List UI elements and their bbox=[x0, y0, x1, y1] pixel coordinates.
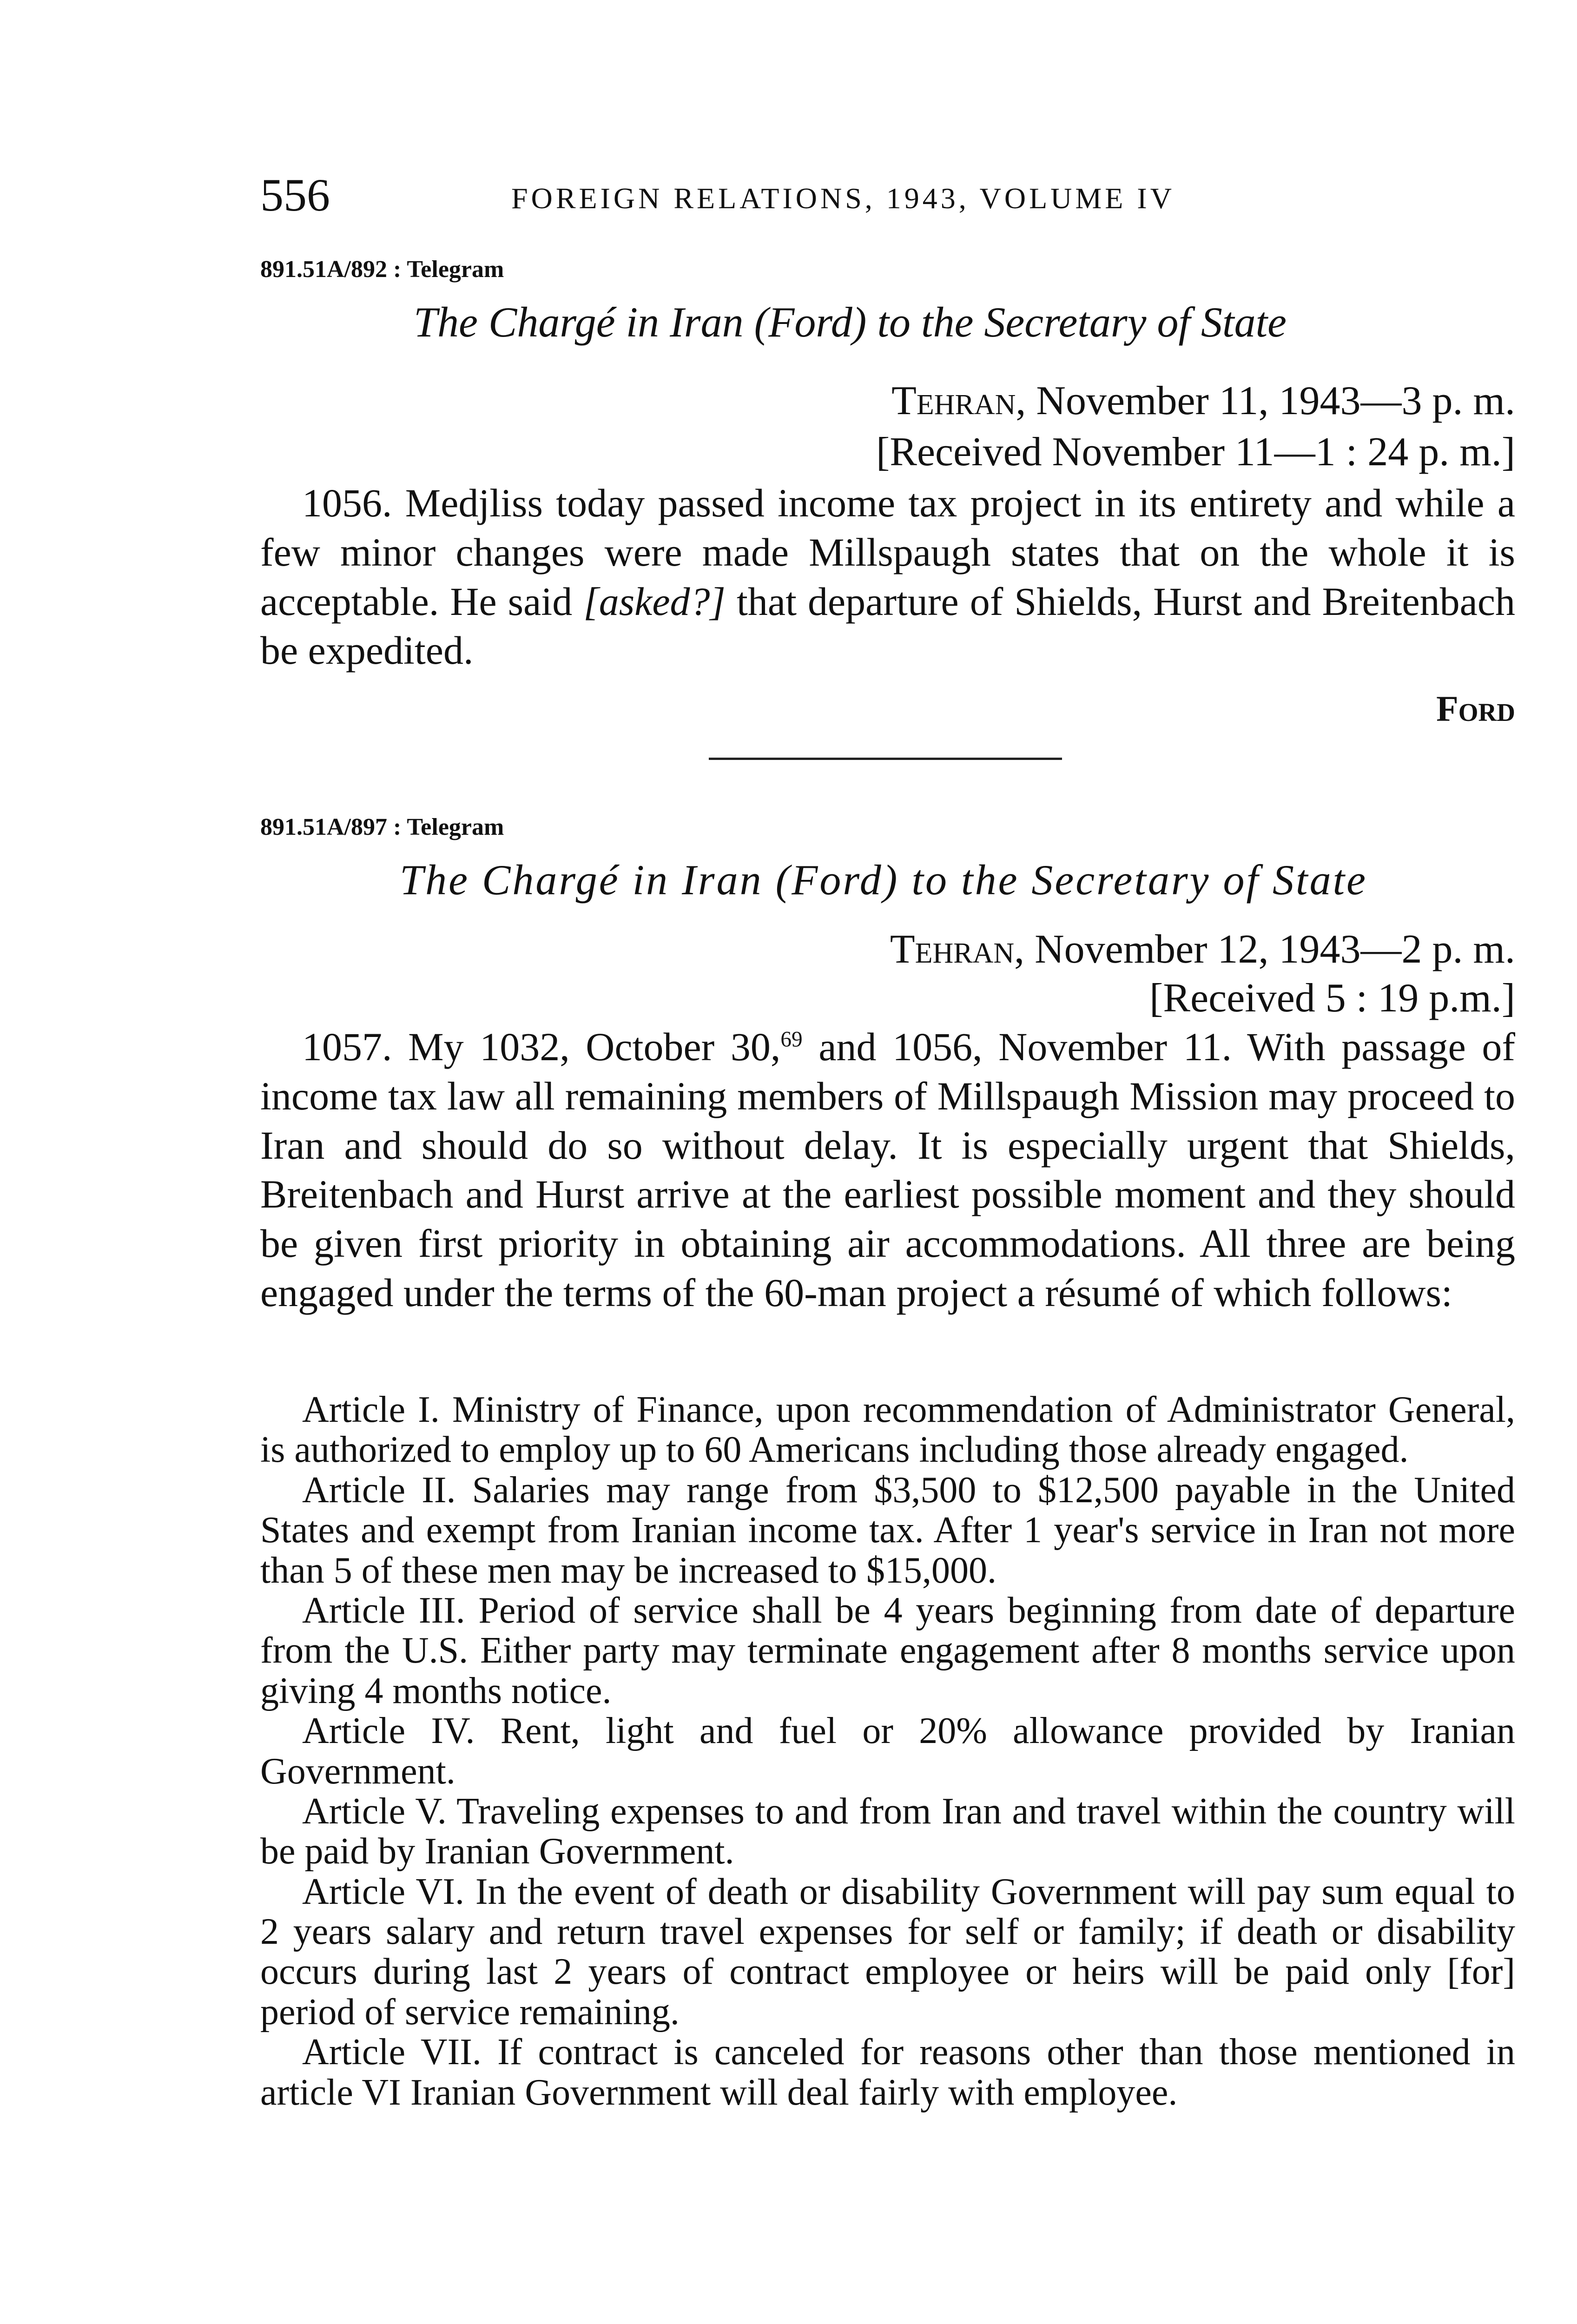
page bbox=[260, 158, 1515, 2324]
file-reference: 891.51A/892 : Telegram bbox=[260, 256, 504, 283]
separator-rule bbox=[709, 758, 1062, 760]
dateline-date: , November 12, 1943—2 p. m. bbox=[1014, 927, 1515, 972]
article-item: Article III. Period of service shall be 4 years beginning from date of departure from the U.S. Either party may terminate engagement after 8 months service upon giving 4 months notice. bbox=[260, 1590, 1515, 1711]
received-line: [Received November 11—1 : 24 p. m.] bbox=[876, 429, 1515, 475]
body-rest: that departure of Shields, Hurst and Breitenbach be expedited. bbox=[260, 579, 1515, 673]
telegram-body bbox=[260, 479, 1515, 675]
received-line: [Received 5 : 19 p.m.] bbox=[1149, 976, 1515, 1021]
body-lead: 1057. My 1032, October 30, bbox=[302, 1024, 781, 1069]
dateline bbox=[891, 376, 1515, 426]
article-item: Article V. Traveling expenses to and from Iran and travel within the country will be paid by Iranian Government. bbox=[260, 1790, 1515, 1872]
document-title: The Chargé in Iran (Ford) to the Secretary of State bbox=[414, 298, 1287, 346]
article-item: Article VI. In the event of death or disability Government will pay sum equal to 2 years salary and return travel expenses for self or family; if death or disability occurs during last 2 years of contract employee or heirs will be paid only [for] period of service remaining. bbox=[260, 1871, 1515, 2033]
editorial-bracket: [asked?] bbox=[583, 579, 726, 624]
page-number: 556 bbox=[260, 169, 330, 221]
dateline-place: Tehran bbox=[890, 927, 1015, 972]
file-reference: 891.51A/897 : Telegram bbox=[260, 814, 504, 840]
article-item: Article I. Ministry of Finance, upon recommendation of Administrator General, is authorized to employ up to 60 Americans including those already engaged. bbox=[260, 1389, 1515, 1471]
dateline-place: Tehran bbox=[891, 378, 1016, 423]
article-item: Article VII. If contract is canceled for reasons other than those mentioned in article VI Iranian Government will deal fairly with employee. bbox=[260, 2032, 1515, 2113]
dateline bbox=[890, 925, 1515, 974]
telegram-body bbox=[260, 1023, 1515, 1318]
dateline-date: , November 11, 1943—3 p. m. bbox=[1016, 378, 1515, 423]
body-lead: 1056. Medjliss today passed income tax project in its entirety and while a few minor changes were made Millspaugh states that on the whole it is acceptable. He said bbox=[260, 481, 1515, 624]
article-item: Article IV. Rent, light and fuel or 20% allowance provided by Iranian Government. bbox=[260, 1710, 1515, 1792]
body-rest: and 1056, November 11. With passage of income tax law all remaining members of Millspaugh Mission may proceed to Iran and should do so without delay. It is especially urgent that Shields, Breitenbach and Hurst arrive at the earliest possible moment and they should be given first priority in obtaining air accommodations. All three are being engaged under the terms of the 60-man project a résumé of which follows: bbox=[260, 1024, 1515, 1315]
document-title: The Chargé in Iran (Ford) to the Secretary of State bbox=[400, 856, 1368, 904]
signature: Ford bbox=[1436, 688, 1515, 729]
footnote-reference: 69 bbox=[780, 1027, 803, 1052]
articles-summary bbox=[260, 1390, 1515, 2113]
article-item: Article II. Salaries may range from $3,500 to $12,500 payable in the United States and exempt from Iranian income tax. After 1 year's service in Iran not more than 5 of these men may be increased to $15,000. bbox=[260, 1469, 1515, 1591]
running-title: FOREIGN RELATIONS, 1943, VOLUME IV bbox=[511, 182, 1175, 215]
